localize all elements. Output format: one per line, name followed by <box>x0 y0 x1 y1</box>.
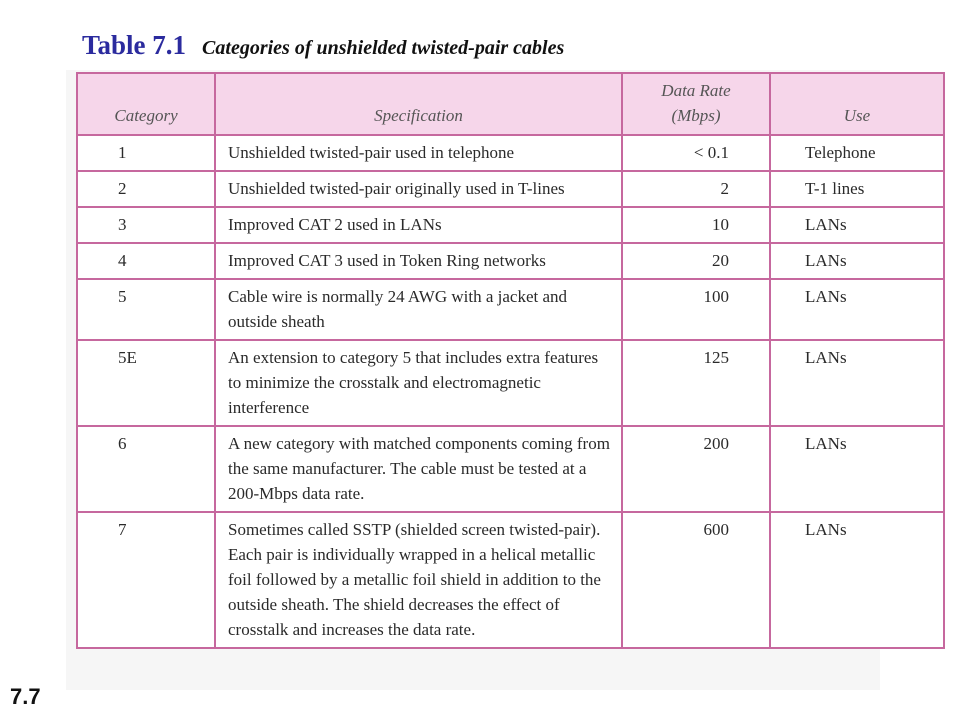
cell-use: LANs <box>770 340 944 426</box>
table-caption: Categories of unshielded twisted-pair cables <box>202 37 565 59</box>
cell-category: 2 <box>77 171 215 207</box>
table-row <box>77 135 944 171</box>
table-row <box>77 426 944 512</box>
cell-data-rate: < 0.1 <box>622 135 770 171</box>
cell-category: 5 <box>77 279 215 340</box>
cell-category: 1 <box>77 135 215 171</box>
header-use: Use <box>770 73 944 135</box>
cell-use: Telephone <box>770 135 944 171</box>
header-data-rate-line2: (Mbps) <box>671 106 721 125</box>
cell-specification: Unshielded twisted-pair used in telephone <box>215 135 622 171</box>
cell-category: 4 <box>77 243 215 279</box>
cell-specification: A new category with matched components coming from the same manufacturer. The cable must be tested at a 200-Mbps data rate. <box>215 426 622 512</box>
cell-use: LANs <box>770 512 944 648</box>
categories-table <box>76 72 945 649</box>
table-row <box>77 207 944 243</box>
cell-data-rate: 20 <box>622 243 770 279</box>
header-data-rate <box>622 73 770 135</box>
cell-data-rate: 100 <box>622 279 770 340</box>
cell-data-rate: 10 <box>622 207 770 243</box>
table-row <box>77 171 944 207</box>
cell-specification: Sometimes called SSTP (shielded screen twisted-pair). Each pair is individually wrapped in a helical metallic foil followed by a metallic foil shield in addition to the outside sheath. The shield decreases the effect of crosstalk and increases the data rate. <box>215 512 622 648</box>
table-row <box>77 340 944 426</box>
cell-category: 6 <box>77 426 215 512</box>
cell-use: LANs <box>770 426 944 512</box>
header-category: Category <box>77 73 215 135</box>
cell-use: T-1 lines <box>770 171 944 207</box>
cell-use: LANs <box>770 279 944 340</box>
header-data-rate-line1: Data Rate <box>661 81 731 100</box>
cell-category: 3 <box>77 207 215 243</box>
cell-use: LANs <box>770 207 944 243</box>
cell-data-rate: 200 <box>622 426 770 512</box>
cell-use: LANs <box>770 243 944 279</box>
cell-specification: An extension to category 5 that includes extra features to minimize the crosstalk and electromagnetic interference <box>215 340 622 426</box>
header-specification: Specification <box>215 73 622 135</box>
cell-data-rate: 600 <box>622 512 770 648</box>
cell-specification: Cable wire is normally 24 AWG with a jacket and outside sheath <box>215 279 622 340</box>
cell-specification: Unshielded twisted-pair originally used in T-lines <box>215 171 622 207</box>
cell-data-rate: 125 <box>622 340 770 426</box>
table-number: Table 7.1 <box>82 30 187 60</box>
cell-data-rate: 2 <box>622 171 770 207</box>
cell-category: 7 <box>77 512 215 648</box>
header-row <box>77 73 944 135</box>
table-row <box>77 279 944 340</box>
cell-specification: Improved CAT 2 used in LANs <box>215 207 622 243</box>
cell-specification: Improved CAT 3 used in Token Ring networks <box>215 243 622 279</box>
slide-number: 7.7 <box>10 684 41 709</box>
table-title <box>82 30 564 61</box>
table-row <box>77 243 944 279</box>
table-row <box>77 512 944 648</box>
cell-category: 5E <box>77 340 215 426</box>
